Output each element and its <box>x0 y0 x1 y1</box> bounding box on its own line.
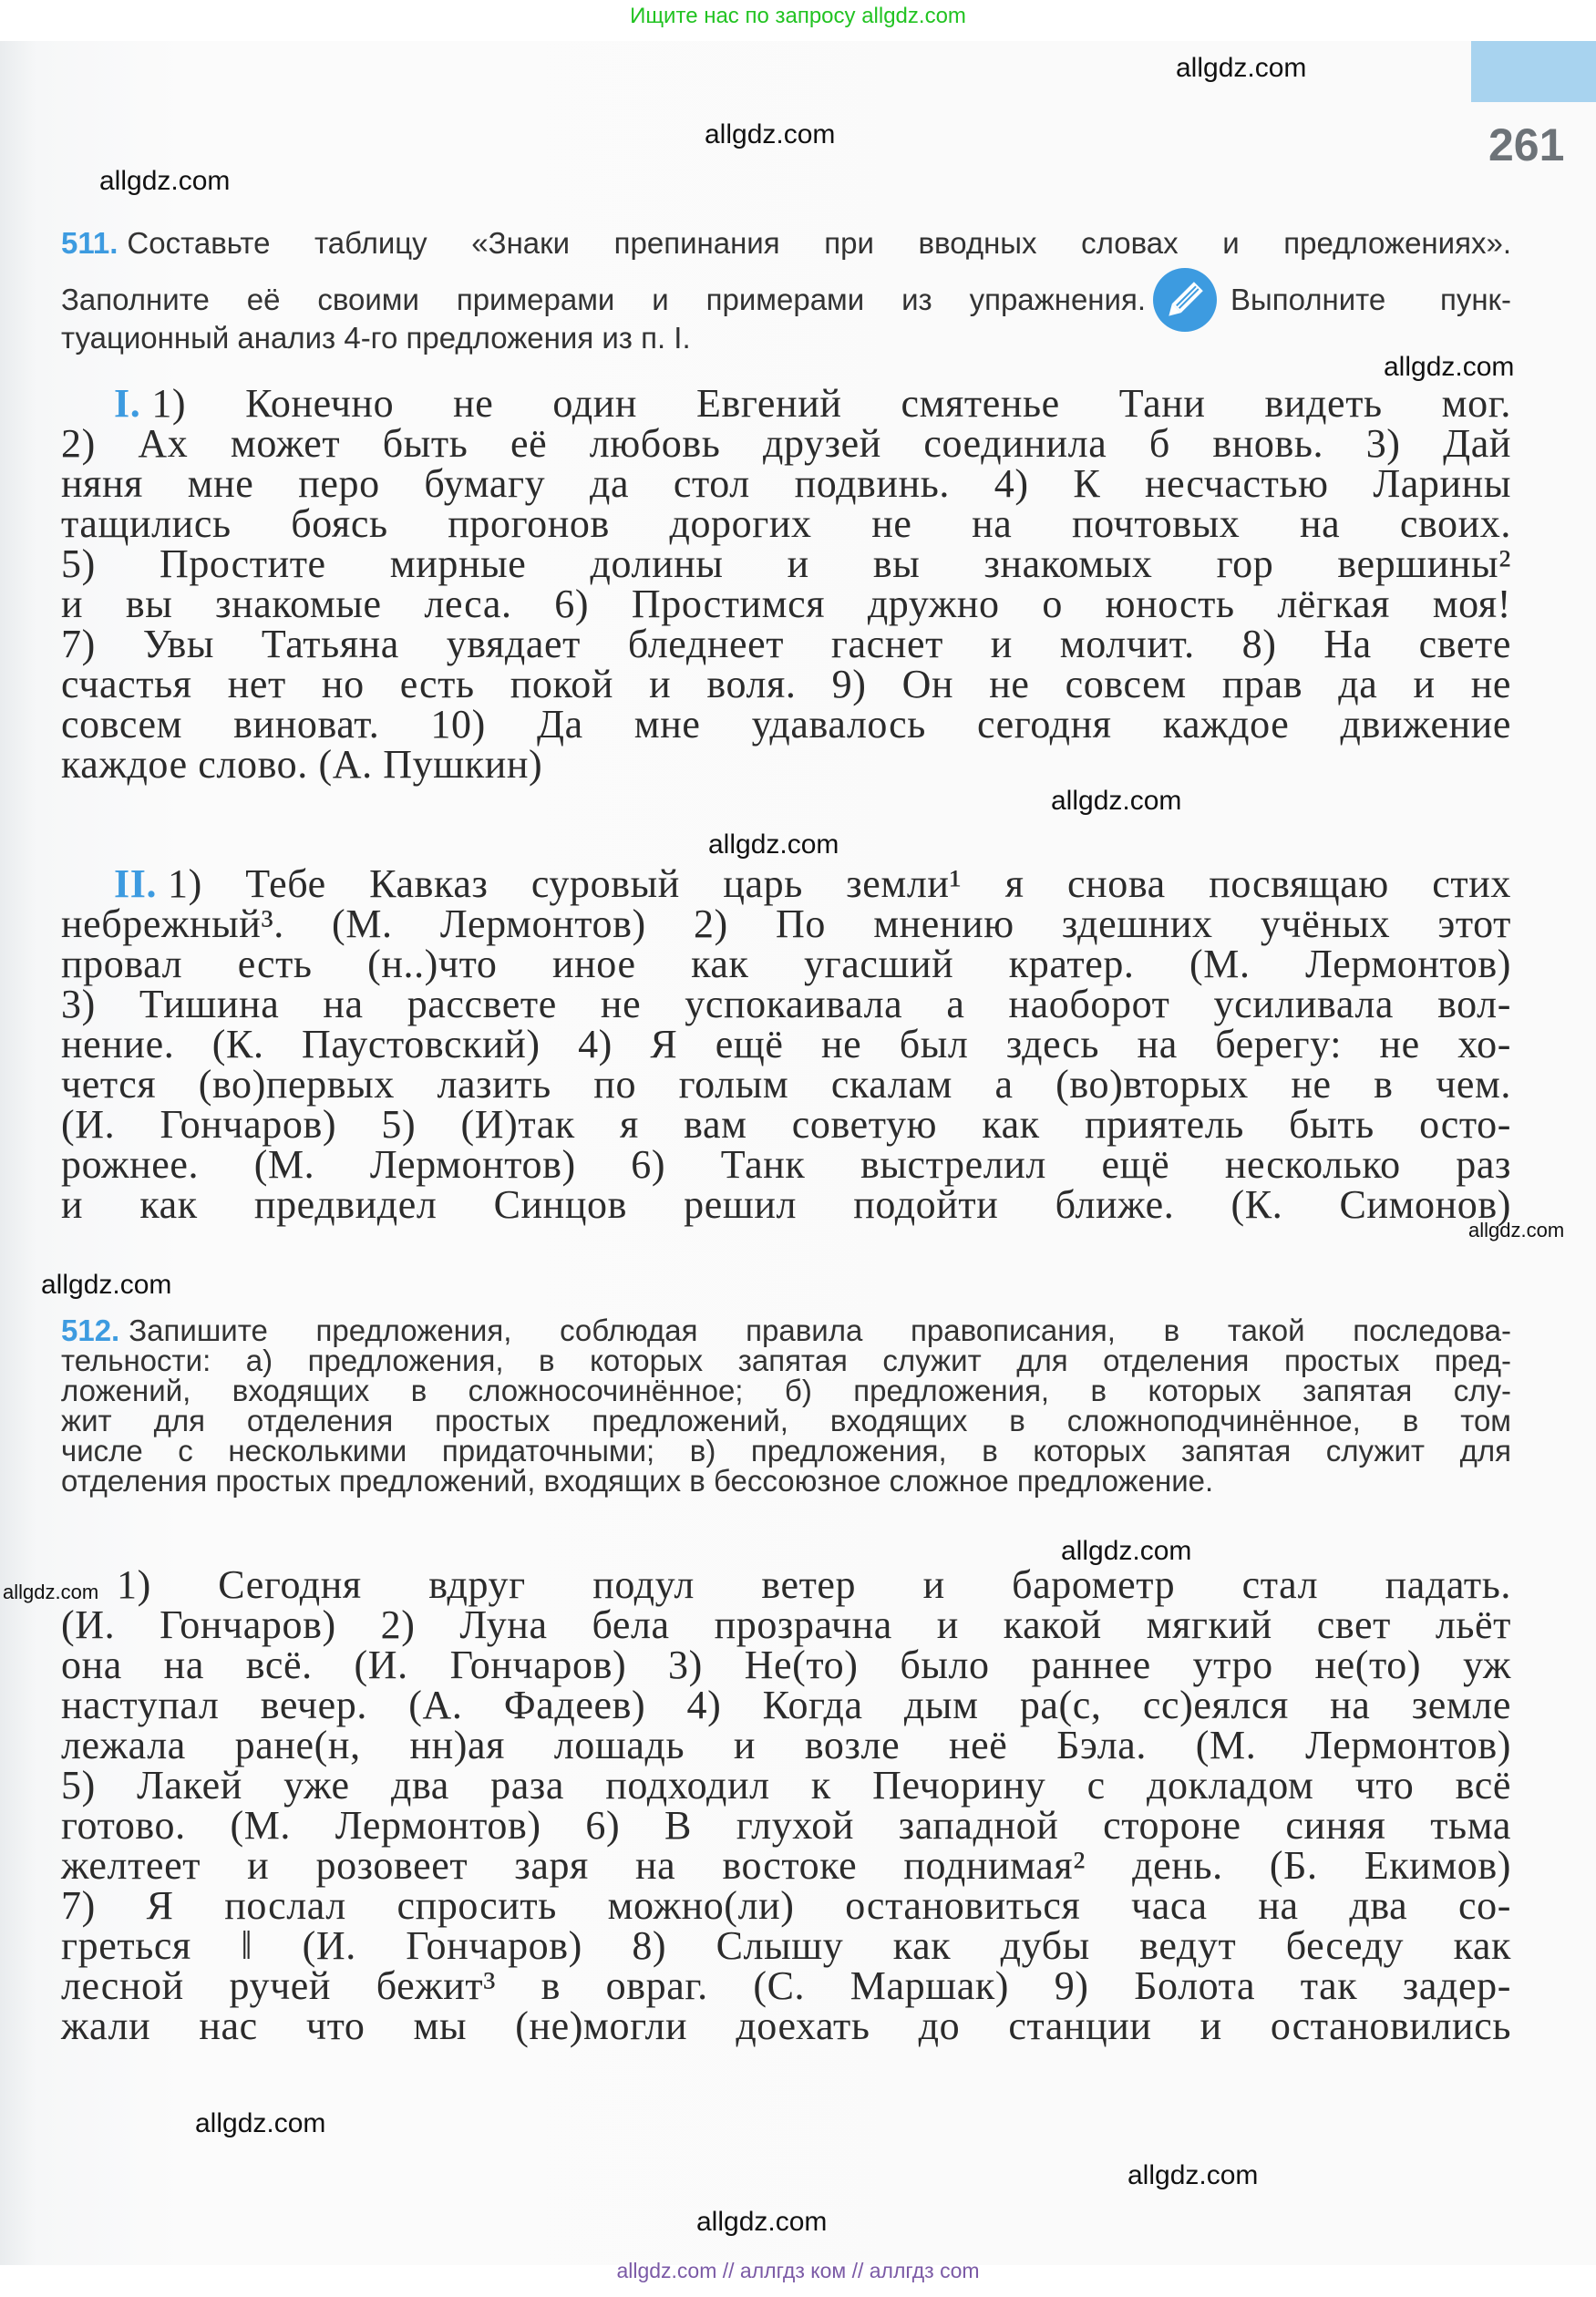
watermark: allgdz.com <box>99 166 231 196</box>
text-line: желтеет и розовеет заря на востоке поднимая² день. (Б. Екимов) <box>61 1843 1511 1888</box>
watermark: allgdz.com <box>1468 1219 1565 1241</box>
watermark: allgdz.com <box>195 2108 326 2138</box>
text-line: греться ‖ (И. Гончаров) 8) Слышу как дубы ведут беседу как <box>61 1923 1511 1968</box>
text-line: 1) Сегодня вдруг подул ветер и барометр стал падать. <box>117 1562 1511 1607</box>
text-line: провал есть (н..)что иное как угасший кратер. (М. Лермонтов) <box>61 942 1511 986</box>
watermark: allgdz.com <box>41 1270 172 1300</box>
text-line: чется (во)первых лазить по голым скалам а (во)вторых не в чем. <box>61 1062 1511 1107</box>
page-corner-tab <box>1471 41 1596 102</box>
watermark: allgdz.com <box>1127 2160 1259 2190</box>
section-label: II. <box>114 861 158 906</box>
text-line: наступал вечер. (А. Фадеев) 4) Когда дым ра(с, сс)еялся на земле <box>61 1683 1511 1727</box>
exercise-511-line-2-tail: Выполните пунк- <box>1230 283 1511 316</box>
text-line: каждое слово. (А. Пушкин) <box>61 742 543 787</box>
text-line: готово. (М. Лермонтов) 6) В глухой западной стороне синяя тьма <box>61 1803 1511 1848</box>
text-line: и как предвидел Синцов решил подойти ближе. (К. Симонов) <box>61 1182 1511 1227</box>
text-line: 3) Тишина на рассвете не успокаивала а наоборот усиливала вол- <box>61 982 1511 1026</box>
text-line: совсем виноват. 10) Да мне удавалось сегодня каждое движение <box>61 702 1511 747</box>
text-line: I. 1) Конечно не один Евгений смятенье Тани видеть мог. <box>114 381 1511 426</box>
exercise-512-sentences <box>61 1562 1511 2048</box>
exercise-number: 511. <box>61 226 118 260</box>
part-2-text <box>61 861 1511 1227</box>
text-line: жит для отделения простых предложений, входящих в сложноподчинённое, в том <box>61 1404 1511 1437</box>
watermark: allgdz.com <box>1051 786 1182 816</box>
text-line: ложений, входящих в сложносочинённое; б) предложения, в которых запятая слу- <box>61 1374 1511 1407</box>
watermark: allgdz.com <box>708 829 839 860</box>
text-line: II. 1) Тебе Кавказ суровый царь земли¹ я снова посвящаю стих <box>114 861 1511 906</box>
page-number: 261 <box>1488 119 1565 170</box>
text-line: числе с несколькими придаточными; в) предложения, в которых запятая служит для <box>61 1434 1511 1468</box>
text-line: небрежный³. (М. Лермонтов) 2) По мнению здешних учёных этот <box>61 901 1511 946</box>
exercise-511-line-2: Заполните её своими примерами и примерами из упражнения. <box>61 283 1146 316</box>
footer-links: allgdz.com // аллгдз ком // аллгдз com <box>616 2259 980 2282</box>
section-label: I. <box>114 381 141 426</box>
watermark: allgdz.com <box>1384 352 1515 382</box>
exercise-511-line-3: туационный анализ 4-го предложения из п. I. <box>61 321 691 355</box>
watermark: allgdz.com <box>705 119 836 149</box>
section-label: 512. <box>61 1313 120 1347</box>
text-line: (И. Гончаров) 2) Луна бела прозрачна и какой мягкий свет льёт <box>61 1602 1511 1647</box>
top-banner: Ищите нас по запросу allgdz.com <box>630 4 966 28</box>
text-line: тащились боясь прогонов дорогих не на почтовых на своих. <box>61 501 1511 546</box>
text-line: 512. Запишите предложения, соблюдая правила правописания, в такой последова- <box>61 1313 1511 1347</box>
part-1-text <box>61 381 1511 787</box>
text-line: жали нас что мы (не)могли доехать до станции и остановились <box>61 2003 1511 2048</box>
text-line: 7) Увы Татьяна увядает бледнеет гаснет и молчит. 8) На свете <box>61 622 1511 666</box>
text-line: отделения простых предложений, входящих в бессоюзное сложное предложение. <box>61 1464 1214 1498</box>
watermark: allgdz.com <box>1061 1536 1192 1566</box>
text-line: счастья нет но есть покой и воля. 9) Он не совсем прав да и не <box>61 662 1511 706</box>
text-line: рожнее. (М. Лермонтов) 6) Танк выстрелил ещё несколько раз <box>61 1142 1511 1187</box>
text-line: 5) Простите мирные долины и вы знакомых гор вершины² <box>61 541 1511 586</box>
text-line: лесной ручей бежит³ в овраг. (С. Маршак) 9) Болота так задер- <box>61 1963 1511 2008</box>
watermark: allgdz.com <box>1176 53 1307 83</box>
text-line: нение. (К. Паустовский) 4) Я ещё не был здесь на берегу: не хо- <box>61 1022 1511 1066</box>
text-line: и вы знакомые леса. 6) Простимся дружно о юность лёгкая моя! <box>61 582 1511 626</box>
text-line: 7) Я послал спросить можно(ли) остановиться часа на два со- <box>61 1883 1511 1928</box>
text-line: няня мне перо бумагу да стол подвинь. 4) К несчастью Ларины <box>61 461 1511 506</box>
text-line: 2) Ах может быть её любовь друзей соединила б вновь. 3) Дай <box>61 421 1511 466</box>
text-line: лежала ране(н, нн)ая лошадь и возле неё Бэла. (М. Лермонтов) <box>61 1723 1511 1767</box>
exercise-512-task <box>61 1312 1511 1498</box>
text-line: она на всё. (И. Гончаров) 3) Не(то) было раннее утро не(то) уж <box>61 1643 1511 1687</box>
watermark: allgdz.com <box>696 2207 828 2237</box>
text-line: (И. Гончаров) 5) (И)так я вам советую как приятель быть осто- <box>61 1102 1511 1147</box>
text-line: 5) Лакей уже два раза подходил к Печорину с докладом что всё <box>61 1763 1511 1808</box>
text-line: тельности: а) предложения, в которых запятая служит для отделения простых пред- <box>61 1344 1511 1377</box>
watermark: allgdz.com <box>3 1581 99 1603</box>
exercise-511-line-1: 511. Составьте таблицу «Знаки препинания при вводных словах и предложениях». <box>61 226 1511 260</box>
